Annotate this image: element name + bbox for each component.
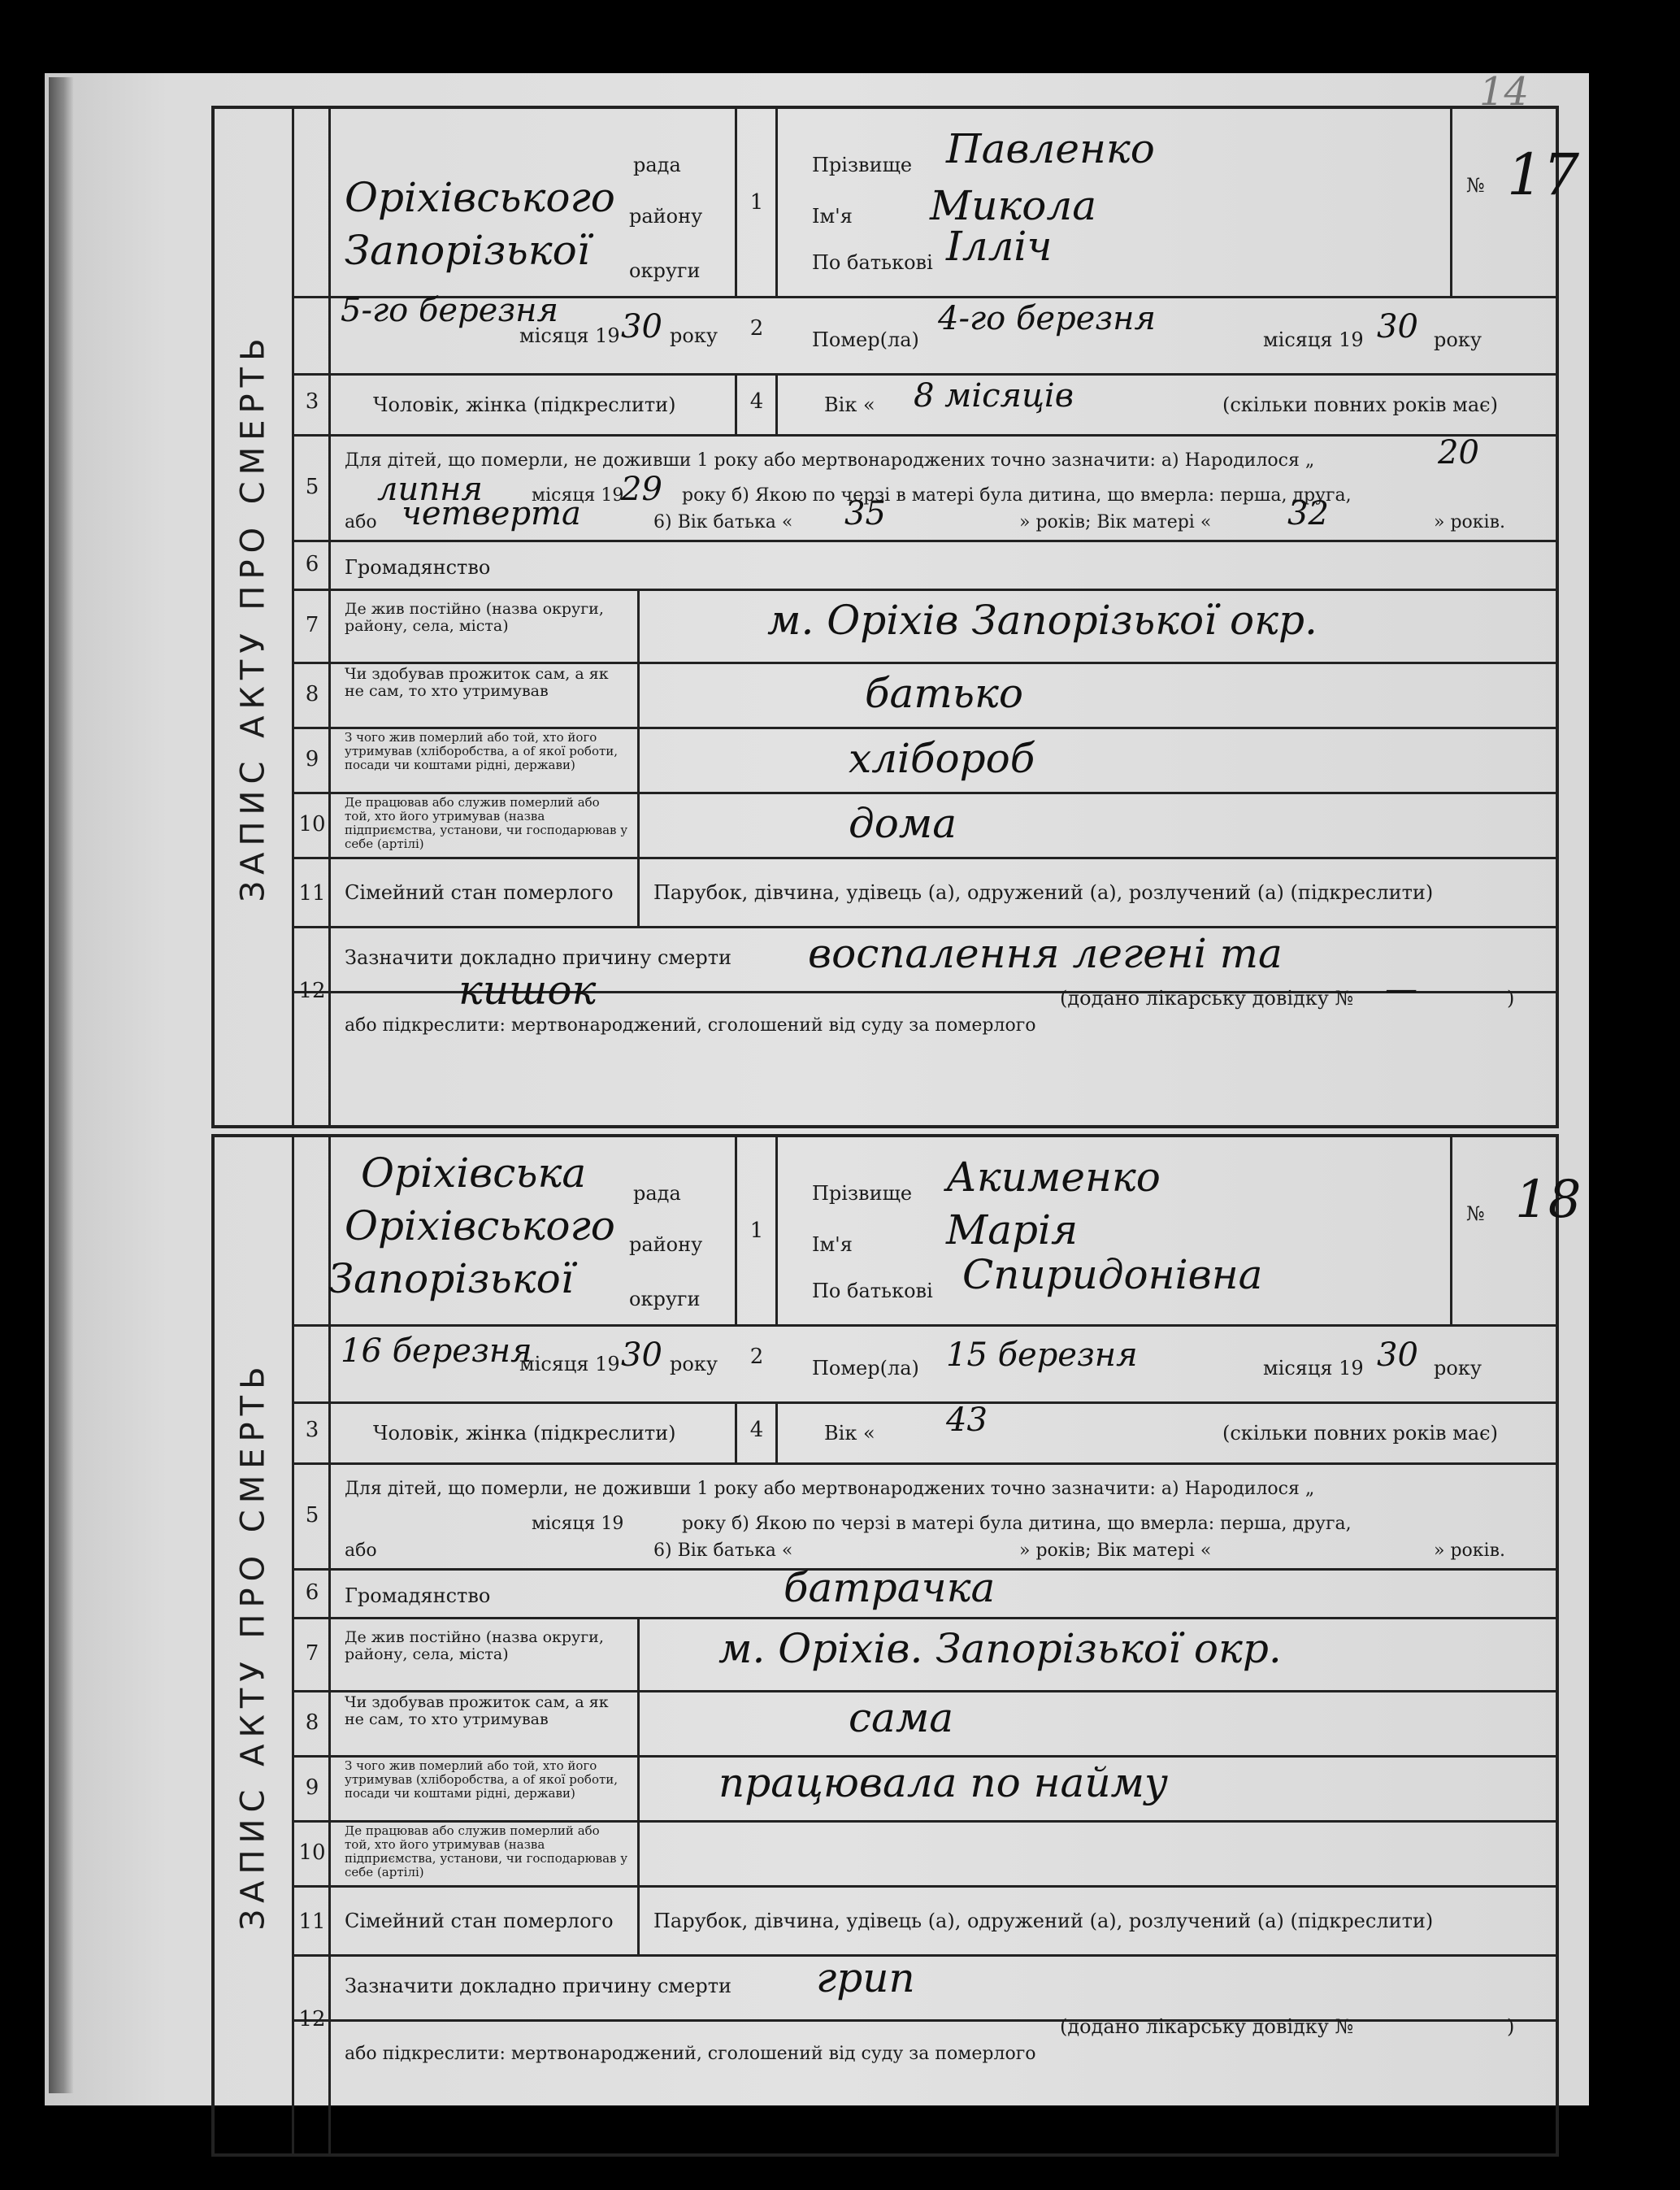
name-value: Микола — [930, 182, 1097, 229]
name-value: Марія — [946, 1206, 1079, 1254]
record-number: 17 — [1507, 141, 1580, 208]
reg-year-value: 30 — [621, 308, 662, 345]
livelihood-value: сама — [849, 1694, 954, 1741]
workplace-value: дома — [849, 800, 957, 847]
death-record-form-1: ЗАПИС АКТУ ПРО СМЕРТЬ Оріхівського рада району Запорізької округи 5-го березня місяця 19 30 року 1 Прізвище Павленко Ім'я Микола По батькові Ілліч № 17 2 Помер(ла) 4-го березня місяця 19 30 року 3 Чоловік, жінка (підкреслити) 4 Вік « 8 місяців (скільки повних років має) 5 Для дітей, що померли, не доживши 1 року або мертвонароджених точно зазначити: а) Народилося „ 20 липня місяця 19 29 року б) Якою по черзі в матері була дитина, що вмерла: перша, друга, або четверта 6) Вік батька « 35 » років; Вік матері « 32 » років. 6 Громадянство 7 Де жив постійно (назва округи, району, села, міста) м. Оріхів Запорізької окр. 8 Чи здобував прожиток сам, а як не сам, то хто утримував батько 9 З чого жив померлий або той, хто його утримував (хліборобства, а of якої роботи, посади чи коштами рідні, держави) хлібороб 10 Де працював або служив померлий або той, хто його утримував (назва підприємства, установи, чи господарював у себе (артілі) дома 11 Сімейний стан померлого Парубок, дівчина, удівець (а), одружений (а), розлучений (а) (підкреслити) 12 Зазначити докладно причину смерти воспалення легені та кишок (додано лікарську довідку № — ) або підкреслити: мертвонароджений, сголошений від суду за померлого — [211, 106, 1559, 1128]
patronymic-value: Спиридонівна — [962, 1251, 1263, 1298]
surname-label: Прізвище — [812, 154, 913, 176]
cause-value: воспалення легені та — [808, 930, 1283, 977]
okruha-value: Запорізької — [328, 1255, 574, 1302]
paper-binding-edge — [49, 77, 73, 2093]
residence-value: м. Оріхів Запорізької окр. — [767, 597, 1318, 644]
marital-options: Парубок, дівчина, удівець (а), одружений (а), розлучений (а) (підкреслити) — [653, 881, 1434, 904]
occupation-value: працювала по найму — [718, 1759, 1168, 1806]
died-day-value: 4-го березня — [938, 300, 1156, 337]
name-label: Ім'я — [812, 205, 853, 228]
died-year-value: 30 — [1377, 308, 1418, 345]
record-number: 18 — [1515, 1170, 1582, 1230]
residence-value: м. Оріхів. Запорізької окр. — [718, 1625, 1282, 1672]
marital-options: Парубок, дівчина, удівець (а), одружений (а), розлучений (а) (підкреслити) — [653, 1910, 1434, 1932]
surname-value: Павленко — [946, 125, 1155, 172]
rayon-value: Оріхівського — [345, 1202, 615, 1249]
vertical-title: ЗАПИС АКТУ ПРО СМЕРТЬ — [215, 109, 294, 1125]
okruha-value: Запорізької — [345, 227, 590, 274]
no-label: № — [1466, 174, 1485, 197]
age-label: Вік « — [824, 393, 875, 416]
age-value: 43 — [946, 1401, 988, 1439]
death-record-form-2: ЗАПИС АКТУ ПРО СМЕРТЬ Оріхівська рада Оріхівського району Запорізької округи 16 березня місяця 19 30 року 1 Прізвище Акименко Ім'я Марія По батькові Спиридонівна № 18 2 Помер(ла) 15 березня місяця 19 30 року 3 Чоловік, жінка (підкреслити) 4 Вік « 43 (скільки повних років має) 5 Для дітей, що померли, не доживши 1 року або мертвонароджених точно зазначити: а) Народилося „ місяця 19 року б) Якою по черзі в матері була дитина, що вмерла: перша, друга, або 6) Вік батька « » років; Вік матері « » років. 6 Громадянство батрачка 7 Де жив постійно (назва округи, району, села, міста) м. Оріхів. Запорізької окр. 8 Чи здобував прожиток сам, а як не сам, то хто утримував сама 9 З чого жив померлий або той, хто його утримував (хліборобства, а of якої роботи, посади чи коштами рідні, держави) працювала по найму 10 Де працював або служив померлий або той, хто його утримував (назва підприємства, установи, чи господарював у себе (артілі) 11 Сімейний стан померлого Парубок, дівчина, удівець (а), одружений (а), розлучений (а) (підкреслити) 12 Зазначити докладно причину смерти грип (додано лікарську довідку № ) або підкреслити: мертвонароджений, сголошений від суду за померлого — [211, 1134, 1559, 2157]
sex-label: Чоловік, жінка (підкреслити) — [373, 393, 676, 416]
patronymic-label: По батькові — [812, 251, 933, 274]
citizenship-value: батрачка — [784, 1564, 996, 1611]
roku-label: року — [670, 324, 718, 347]
livelihood-value: батько — [865, 670, 1023, 717]
age-value: 8 місяців — [914, 377, 1074, 415]
okruhy-label: округи — [629, 259, 701, 282]
died-day-value: 15 березня — [946, 1336, 1138, 1374]
rada-label: рада — [633, 154, 681, 176]
died-label: Помер(ла) — [812, 328, 919, 351]
rayonu-label: району — [629, 205, 703, 228]
rada-value: Оріхівська — [361, 1149, 587, 1197]
rayon-value: Оріхівського — [345, 174, 615, 221]
vertical-title: ЗАПИС АКТУ ПРО СМЕРТЬ — [215, 1137, 294, 2153]
surname-value: Акименко — [946, 1154, 1161, 1201]
patronymic-value: Ілліч — [946, 223, 1053, 270]
reg-day-value: 5-го березня — [341, 292, 558, 329]
cause-value: грип — [816, 1954, 915, 2001]
reg-day-value: 16 березня — [341, 1332, 532, 1370]
misiatsia-label: місяця 19 — [519, 324, 620, 347]
page-number: 14 — [1479, 69, 1530, 115]
occupation-value: хлібороб — [849, 735, 1035, 782]
